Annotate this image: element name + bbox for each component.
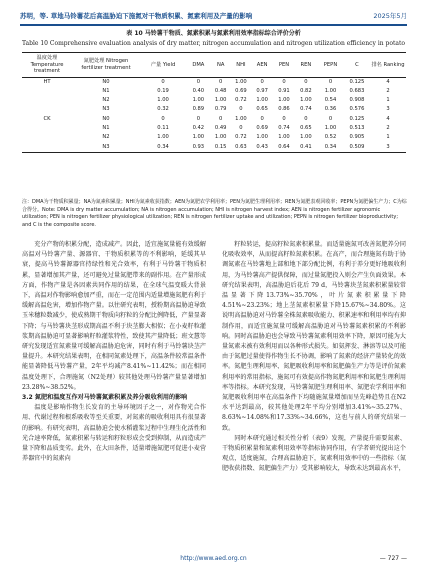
table-cell: 1.00 bbox=[235, 78, 247, 85]
table-cell: 1 bbox=[386, 97, 390, 104]
table-row bbox=[22, 96, 406, 105]
table-cell bbox=[22, 105, 72, 114]
table-caption-zh: 表 10 马铃薯干物质、氮素积累与氮素利用效率指标综合评价分析 bbox=[126, 30, 301, 37]
table-cell: N2 bbox=[102, 97, 110, 104]
table-cell: 0.69 bbox=[256, 124, 268, 131]
table-cell: 0 bbox=[196, 78, 200, 85]
th-aen: AEN bbox=[251, 53, 273, 78]
table-cell: 0.65 bbox=[256, 106, 268, 113]
table-cell: 0.74 bbox=[278, 124, 290, 131]
table-cell: 0 bbox=[328, 115, 333, 122]
table-cell: 0.576 bbox=[349, 106, 365, 113]
table-cell: 0 bbox=[260, 115, 264, 122]
table-cell: 0.34 bbox=[317, 143, 344, 153]
th-nitrogen: 氮肥处理 Nitrogen fertilizer treatment bbox=[72, 53, 140, 78]
th-ranking: 排名 Ranking bbox=[370, 53, 406, 78]
th-na: NA bbox=[211, 53, 231, 78]
table-cell: 0.52 bbox=[324, 134, 337, 141]
table-cell: 0 bbox=[304, 78, 308, 85]
table-cell: 1.00 bbox=[324, 87, 337, 94]
table-cell: 1.00 bbox=[214, 134, 227, 141]
table-cell: 2 bbox=[386, 124, 390, 131]
table-cell: N0 bbox=[102, 115, 110, 122]
running-header bbox=[20, 8, 407, 22]
th-nhi: NHI bbox=[231, 53, 251, 78]
table-cell: 1.00 bbox=[300, 97, 312, 104]
table-cell: 0.43 bbox=[251, 143, 273, 153]
table-cell: 1.00 bbox=[256, 134, 268, 141]
table-cell bbox=[22, 143, 72, 153]
table-cell: 3 bbox=[386, 106, 390, 113]
table-cell: 1.00 bbox=[300, 134, 312, 141]
table-cell: N3 bbox=[72, 143, 140, 153]
table-row bbox=[22, 105, 406, 114]
left-column bbox=[22, 240, 206, 464]
table-cell: N1 bbox=[102, 124, 110, 131]
th-ren: REN bbox=[295, 53, 317, 78]
table-cell: 0.19 bbox=[157, 87, 169, 94]
table-cell: 0 bbox=[196, 115, 200, 122]
table-row bbox=[22, 143, 406, 153]
table-row bbox=[22, 133, 406, 142]
table-cell: 1.00 bbox=[256, 97, 268, 104]
page-number: — 727 — bbox=[379, 555, 407, 562]
table-cell: 0 bbox=[282, 115, 286, 122]
table-cell: 1.00 bbox=[214, 97, 227, 104]
table-cell: 0.34 bbox=[140, 143, 186, 153]
right-column bbox=[222, 240, 406, 475]
table-cell: 0.82 bbox=[300, 87, 312, 94]
table-cell: 0 bbox=[161, 78, 165, 85]
table-cell: 0.15 bbox=[211, 143, 231, 153]
header-citation: 苏明，等. 草地马铃薯花后高温胁迫下施氮对干物质积累、氮素利用及产量的影响 bbox=[20, 12, 253, 20]
table-cell: 0.905 bbox=[349, 134, 365, 141]
table-cell: 0 bbox=[219, 115, 223, 122]
table-cell: 1 bbox=[386, 134, 390, 141]
section-heading-3-2: 3.2 氮肥和温度互作对马铃薯氮素积累及养分吸收利用的影响 bbox=[22, 394, 188, 402]
table-cell: N1 bbox=[102, 87, 110, 94]
table-row bbox=[22, 77, 406, 87]
table-cell: 0.49 bbox=[214, 124, 227, 131]
table-cell: CK bbox=[43, 115, 51, 122]
table-cell bbox=[22, 124, 72, 133]
table-cell: 1.00 bbox=[157, 97, 169, 104]
table-cell: 0 bbox=[304, 115, 308, 122]
table-cell: 0.908 bbox=[349, 97, 365, 104]
table-header-row bbox=[22, 53, 406, 78]
th-yield: 产量 Yield bbox=[140, 53, 186, 78]
header-date: 2025年5月 bbox=[373, 12, 407, 20]
table-cell: 0.509 bbox=[344, 143, 370, 153]
table-cell: 0 bbox=[239, 124, 243, 131]
table-cell: 0.36 bbox=[324, 106, 337, 113]
th-pepn: PEPN bbox=[317, 53, 344, 78]
th-temperature: 温度处理 Temperature treatment bbox=[22, 53, 72, 78]
table-cell: 0 bbox=[260, 78, 264, 85]
table-cell: 0.48 bbox=[214, 87, 227, 94]
table-cell: 0.63 bbox=[231, 143, 251, 153]
table-cell: 0.65 bbox=[300, 124, 312, 131]
table-cell: 0.97 bbox=[256, 87, 268, 94]
table-cell: 1.00 bbox=[324, 124, 337, 131]
table-cell: 0 bbox=[219, 78, 223, 85]
table-row bbox=[22, 124, 406, 133]
table-cell: 0.64 bbox=[273, 143, 294, 153]
table-cell: 0.41 bbox=[295, 143, 317, 153]
table-cell: 0.72 bbox=[235, 97, 247, 104]
evaluation-table bbox=[22, 52, 406, 153]
table-cell: 3 bbox=[370, 143, 406, 153]
table-cell bbox=[22, 87, 72, 96]
table-cell: 1.00 bbox=[278, 134, 290, 141]
table-cell: 0.32 bbox=[157, 106, 169, 113]
table-cell: 0.11 bbox=[157, 124, 169, 131]
table-cell: 0.91 bbox=[278, 87, 290, 94]
table-cell: N2 bbox=[102, 134, 110, 141]
table-cell: 0.42 bbox=[192, 124, 205, 131]
table-cell: 0.86 bbox=[278, 106, 290, 113]
table-cell: 0 bbox=[328, 78, 333, 85]
th-pen: PEN bbox=[273, 53, 294, 78]
table-cell: 0.93 bbox=[186, 143, 211, 153]
table-cell: 0.69 bbox=[235, 87, 247, 94]
table-cell: 1.00 bbox=[278, 97, 290, 104]
table-cell: 0.72 bbox=[235, 134, 247, 141]
th-c: C bbox=[344, 53, 370, 78]
table-cell: 1.00 bbox=[235, 115, 247, 122]
table-row bbox=[22, 115, 406, 124]
left-paragraph-1: 充分产物的积累分配，造成减产。因此，适宜施氮量能有效缓解高温对马铃薯产量、源器官、干物质积累等的不利影响，延缓其早衰，提高马铃薯源器官持绿性和光合效率，有利于马铃薯干物质积累，显著增加其产量，还可避免过量氮肥带来的副作用。在产量形成方面，作物产量是各因素共同作用的结果，在全球气温变暖大背景下，高温对作物影响愈加严重，而在一定范围内适量增施氮肥有利于缓解高温危害，增加作物产量。以往研究表明，授粉期高温胁迫导致玉米穗粒数减少，使成熟期干物质向籽粒的分配比例降低，产量显著下降；与马铃薯块茎形成期高温不利于块茎膨大相似；在小麦籽粒灌浆期高温胁迫可显著影响籽粒灌浆特性，致使其产量降低；班文慧等研究发现适宜氮素量可缓解高温胁迫危害，同时有利于马铃薯块茎产量提升。本研究结果表明，在相同氮素处理下，高温条件较常温条件能显著降低马铃薯产量，2年平均减产8.41%~11.42%；而在相同温度处理下，合理施氮（N2处理）较其他处理马铃薯产量显著增加23.28%~38.52%。 bbox=[22, 241, 206, 391]
table-cell: 0 bbox=[282, 78, 286, 85]
table-cell: N3 bbox=[102, 106, 110, 113]
right-paragraph-1: 籽粒转运，提高籽粒氮素积累量。而适量施氮可改善氮肥养分同化吸收效率，从而提高籽粒氮素积累。在高产，而合理施氮有助于协调氮素在马铃薯地上部和地下部分配比例，有利于养分更好地吸收利用，为马铃薯高产提供保障，而过量氮肥投入则会产生负面效果。本研究结果表明，高温胁迫后花后 79 d，马铃薯块茎氮素积累量较常温显著下降13.73%~35.70%，叶片氮素积累量下降4.51%~23.23%；地上茎氮素积累量下降15.67%~34.80%。这说明高温胁迫对马铃薯全株氮素吸收能力、积累速率和利用率均有抑制作用，而适宜施氮量可缓解高温胁迫对马铃薯氮素积累的不利影响。同时高温胁迫也会导致马铃薯氮素利用效率下降，原因可能为大量氮素未被有效利用而以各种形式损失。如氨挥发、淋溶等以及可能由于氮肥过量使得作物生长不协调，影响了氮素的经济产量转化的效率。氮肥生理利用率、氮肥吸收利用率和氮肥偏生产力等是评价氮素利用率的常用指标，施氮可有效提高作物氮肥利用率和氮肥生理利用率等指标。本研究发现，马铃薯氮肥生理利用率、氮肥农学利用率和氮肥吸收利用率在高温条件下均随施氮量增加而呈先峰趋势且在N2水平达到最高，较其他处理2年平均分别增加3.41%~35.27%、8.63%~14.08%和17.33%~34.66%，这也与前人的研究结果一致。 bbox=[222, 241, 406, 432]
table-cell: 0.89 bbox=[192, 106, 205, 113]
header-rule bbox=[20, 24, 407, 26]
table-cell: 4 bbox=[386, 78, 390, 85]
table-row bbox=[22, 87, 406, 96]
table-cell: 0.683 bbox=[349, 87, 365, 94]
table-cell: 0.79 bbox=[214, 106, 227, 113]
table-cell: HT bbox=[43, 78, 51, 85]
table-cell: 1.00 bbox=[192, 97, 205, 104]
table-cell: 0.125 bbox=[349, 115, 365, 122]
journal-url: http://www.aed.org.cn bbox=[180, 555, 247, 562]
table-cell: 0.74 bbox=[300, 106, 312, 113]
th-dma: DMA bbox=[186, 53, 211, 78]
table-note: 注：DMA为干物质积累量；NA为氮素积累量；NHI为氮素收获指数；AEN为氮肥农学利用率；PEN为氮肥生理利用率；REN为氮肥表观回收率；PEPN为氮肥偏生产力；C为综合得分。Note: DMA is dry matter accumulation; NA is nitrogen accumulation; NHI is nitrogen harvest index; AEN is nitrogen fertilizer agronomic utilization; PEN is nitrogen fertilizer physiological utilization; REN is nitrogen fertilizer uptake and utilization; PEPN is nitrogen fertilizer bioproductivity; and C is the composite score. bbox=[22, 199, 407, 228]
table-cell: 0.54 bbox=[324, 97, 337, 104]
table-caption-en: Table 10 Comprehensive evaluation analysis of dry matter, nitrogen accumulation and nitrogen utilization efficiency in potato bbox=[22, 40, 405, 47]
table-cell: 1.00 bbox=[157, 134, 169, 141]
left-paragraph-2: 温度是影响作物生长发育的主导环境因子之一，对作物光合作用、代谢过程和根系吸收等至关重要，对氮素的吸收利用具有很显著的影响。有研究表明，高温胁迫会使水稻灌浆过程中生理生化活性和光合速率降低，氮素积累与转运和籽粒形成会受到抑制，从而造成产量下降和品质变劣。此外，在大田条件，适量增施氮肥可促进小麦营养器官中的氮素向 bbox=[22, 404, 206, 463]
right-paragraph-2: 同时本研究通过相关性分析（表9）发现，产量提升需要氮素、干物质积累量和氮素利用效率等指标协同作用，有学者研究提出这个观点，适度施氮，合理高温胁迫下，氮素利用效率中的一些指标（氮肥收获指数、氮肥偏生产力）受其影响较大，导致未达到最高水平， bbox=[222, 434, 406, 473]
table-cell: 0.125 bbox=[349, 78, 365, 85]
table-cell: N0 bbox=[102, 78, 110, 85]
table-cell bbox=[22, 96, 72, 105]
table-cell: 0.513 bbox=[349, 124, 365, 131]
table-cell: 0.40 bbox=[192, 87, 205, 94]
table-cell: 0 bbox=[161, 115, 165, 122]
table-cell bbox=[22, 133, 72, 142]
table-cell: 2 bbox=[386, 87, 390, 94]
table-cell: 4 bbox=[386, 115, 390, 122]
table-cell: 1.00 bbox=[192, 134, 205, 141]
table-cell: 0 bbox=[239, 106, 243, 113]
